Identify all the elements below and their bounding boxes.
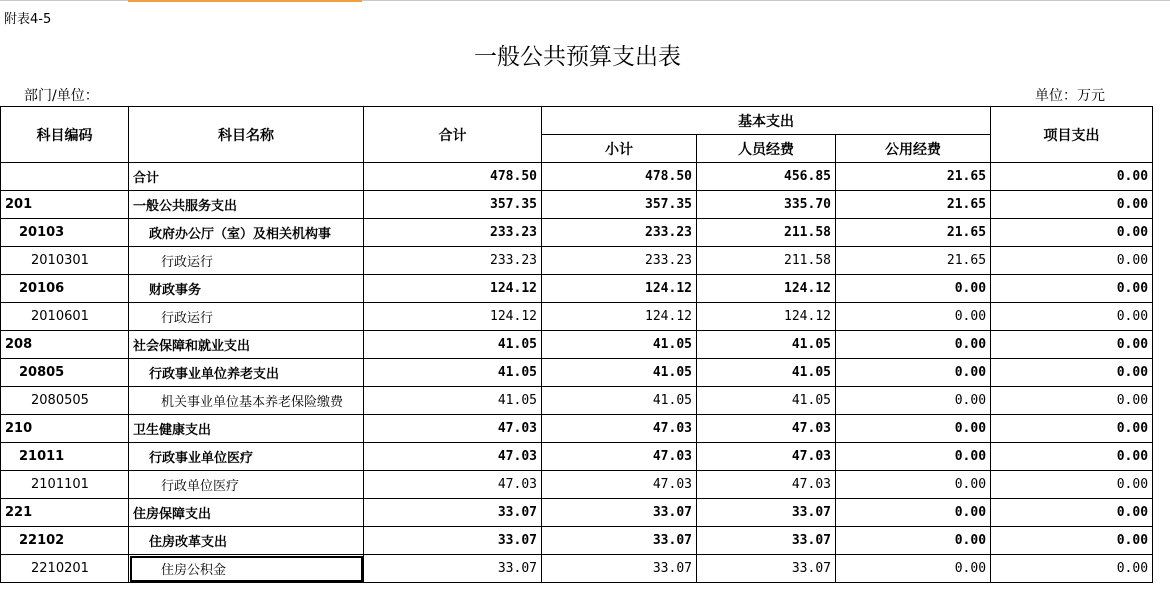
table-body [1, 163, 1153, 583]
cell-project[interactable]: 0.00 [991, 415, 1153, 443]
cell-code[interactable]: 20106 [1, 275, 129, 303]
cell-public[interactable]: 0.00 [836, 303, 991, 331]
cell-subtotal[interactable]: 47.03 [542, 443, 697, 471]
cell-total[interactable]: 357.35 [364, 191, 542, 219]
cell-name[interactable]: 住房保障支出 [129, 499, 364, 527]
cell-name[interactable]: 住房改革支出 [129, 527, 364, 555]
table-row[interactable] [1, 303, 1153, 331]
cell-name[interactable]: 财政事务 [129, 275, 364, 303]
cell-subtotal[interactable]: 233.23 [542, 219, 697, 247]
cell-public[interactable]: 21.65 [836, 163, 991, 191]
cell-subtotal[interactable]: 47.03 [542, 471, 697, 499]
cell-project[interactable]: 0.00 [991, 443, 1153, 471]
unit-label: 单位：万元 [1035, 88, 1105, 104]
cell-code[interactable]: 221 [1, 499, 129, 527]
cell-total[interactable]: 41.05 [364, 387, 542, 415]
cell-project[interactable]: 0.00 [991, 499, 1153, 527]
table-row[interactable] [1, 471, 1153, 499]
cell-public[interactable]: 0.00 [836, 415, 991, 443]
table-row[interactable] [1, 163, 1153, 191]
header-project: 项目支出 [991, 107, 1153, 163]
cell-public[interactable]: 0.00 [836, 527, 991, 555]
cell-subtotal[interactable]: 33.07 [542, 499, 697, 527]
table-row[interactable] [1, 275, 1153, 303]
cell-total[interactable]: 47.03 [364, 415, 542, 443]
header-subtotal: 小计 [542, 135, 697, 163]
table-row[interactable] [1, 527, 1153, 555]
cell-public[interactable]: 0.00 [836, 275, 991, 303]
cell-name[interactable]: 一般公共服务支出 [129, 191, 364, 219]
cell-total[interactable]: 478.50 [364, 163, 542, 191]
table-row[interactable] [1, 555, 1153, 583]
cell-personnel[interactable]: 47.03 [697, 415, 836, 443]
cell-name[interactable]: 行政单位医疗 [129, 471, 364, 499]
cell-code[interactable]: 208 [1, 331, 129, 359]
header-code: 科目编码 [1, 107, 129, 163]
cell-code[interactable]: 2101101 [1, 471, 129, 499]
cell-personnel[interactable]: 41.05 [697, 387, 836, 415]
cell-project[interactable]: 0.00 [991, 247, 1153, 275]
cell-project[interactable]: 0.00 [991, 219, 1153, 247]
cell-project[interactable]: 0.00 [991, 331, 1153, 359]
cell-total[interactable]: 233.23 [364, 219, 542, 247]
page-title: 一般公共预算支出表 [474, 44, 681, 70]
table-row[interactable] [1, 191, 1153, 219]
cell-total[interactable]: 41.05 [364, 359, 542, 387]
cell-subtotal[interactable]: 233.23 [542, 247, 697, 275]
table-row[interactable] [1, 443, 1153, 471]
cell-code[interactable]: 20103 [1, 219, 129, 247]
expenditure-table [0, 106, 1153, 583]
cell-personnel[interactable]: 33.07 [697, 527, 836, 555]
cell-project[interactable]: 0.00 [991, 303, 1153, 331]
cell-personnel[interactable]: 456.85 [697, 163, 836, 191]
cell-project[interactable]: 0.00 [991, 471, 1153, 499]
cell-total[interactable]: 124.12 [364, 303, 542, 331]
cell-public[interactable]: 0.00 [836, 471, 991, 499]
cell-code[interactable]: 2010301 [1, 247, 129, 275]
cell-subtotal[interactable]: 478.50 [542, 163, 697, 191]
table-row[interactable] [1, 247, 1153, 275]
cell-personnel[interactable]: 41.05 [697, 331, 836, 359]
cell-code[interactable]: 201 [1, 191, 129, 219]
cell-project[interactable]: 0.00 [991, 359, 1153, 387]
cell-total[interactable]: 33.07 [364, 555, 542, 583]
cell-personnel[interactable]: 124.12 [697, 303, 836, 331]
cell-subtotal[interactable]: 33.07 [542, 527, 697, 555]
cell-public[interactable]: 21.65 [836, 191, 991, 219]
cell-total[interactable]: 233.23 [364, 247, 542, 275]
active-column-indicator [128, 0, 362, 2]
cell-total[interactable]: 47.03 [364, 443, 542, 471]
cell-code[interactable]: 22102 [1, 527, 129, 555]
cell-project[interactable]: 0.00 [991, 163, 1153, 191]
cell-personnel[interactable]: 47.03 [697, 471, 836, 499]
table-row[interactable] [1, 219, 1153, 247]
header-total: 合计 [364, 107, 542, 163]
cell-public[interactable]: 0.00 [836, 331, 991, 359]
cell-name[interactable]: 机关事业单位基本养老保险缴费 [129, 387, 364, 415]
cell-project[interactable]: 0.00 [991, 527, 1153, 555]
header-public: 公用经费 [836, 135, 991, 163]
table-row[interactable] [1, 331, 1153, 359]
header-basic: 基本支出 [542, 107, 991, 135]
table-row[interactable] [1, 499, 1153, 527]
cell-name[interactable]: 合计 [129, 163, 364, 191]
cell-personnel[interactable]: 211.58 [697, 219, 836, 247]
cell-personnel[interactable]: 47.03 [697, 443, 836, 471]
table-number: 附表4-5 [4, 12, 52, 27]
cell-name[interactable]: 社会保障和就业支出 [129, 331, 364, 359]
cell-public[interactable]: 0.00 [836, 443, 991, 471]
cell-code[interactable]: 2210201 [1, 555, 129, 583]
cell-code[interactable]: 20805 [1, 359, 129, 387]
table-row[interactable] [1, 415, 1153, 443]
header-name: 科目名称 [129, 107, 364, 163]
cell-name[interactable]: 卫生健康支出 [129, 415, 364, 443]
cell-subtotal[interactable]: 124.12 [542, 275, 697, 303]
cell-subtotal[interactable]: 41.05 [542, 359, 697, 387]
cell-code[interactable]: 2010601 [1, 303, 129, 331]
cell-total[interactable]: 124.12 [364, 275, 542, 303]
cell-name[interactable]: 行政运行 [129, 247, 364, 275]
cell-subtotal[interactable]: 47.03 [542, 415, 697, 443]
cell-total[interactable]: 47.03 [364, 471, 542, 499]
cell-project[interactable]: 0.00 [991, 275, 1153, 303]
cell-total[interactable]: 41.05 [364, 331, 542, 359]
cell-personnel[interactable]: 211.58 [697, 247, 836, 275]
cell-code[interactable]: 210 [1, 415, 129, 443]
cell-public[interactable]: 21.65 [836, 219, 991, 247]
cell-total[interactable]: 33.07 [364, 527, 542, 555]
cell-code[interactable] [1, 163, 129, 191]
cell-total[interactable]: 33.07 [364, 499, 542, 527]
table-row[interactable] [1, 387, 1153, 415]
cell-subtotal[interactable]: 124.12 [542, 303, 697, 331]
cell-public[interactable]: 0.00 [836, 499, 991, 527]
cell-personnel[interactable]: 33.07 [697, 555, 836, 583]
cell-project[interactable]: 0.00 [991, 191, 1153, 219]
cell-public[interactable]: 21.65 [836, 247, 991, 275]
table-row[interactable] [1, 359, 1153, 387]
cell-project[interactable]: 0.00 [991, 387, 1153, 415]
cell-name[interactable]: 政府办公厅（室）及相关机构事 [129, 219, 364, 247]
cell-public[interactable]: 0.00 [836, 387, 991, 415]
cell-code[interactable]: 2080505 [1, 387, 129, 415]
cell-personnel[interactable]: 41.05 [697, 359, 836, 387]
department-label: 部门/单位： [24, 88, 99, 104]
cell-project[interactable]: 0.00 [991, 555, 1153, 583]
cell-subtotal[interactable]: 41.05 [542, 387, 697, 415]
cell-subtotal[interactable]: 357.35 [542, 191, 697, 219]
cell-public[interactable]: 0.00 [836, 555, 991, 583]
cell-subtotal[interactable]: 33.07 [542, 555, 697, 583]
cell-personnel[interactable]: 33.07 [697, 499, 836, 527]
cell-name[interactable]: 行政事业单位医疗 [129, 443, 364, 471]
cell-code[interactable]: 21011 [1, 443, 129, 471]
cell-public[interactable]: 0.00 [836, 359, 991, 387]
cell-name[interactable]: 行政运行 [129, 303, 364, 331]
header-personnel: 人员经费 [697, 135, 836, 163]
cell-personnel[interactable]: 335.70 [697, 191, 836, 219]
cell-personnel[interactable]: 124.12 [697, 275, 836, 303]
cell-name[interactable]: 住房公积金 [129, 555, 364, 583]
cell-subtotal[interactable]: 41.05 [542, 331, 697, 359]
cell-name[interactable]: 行政事业单位养老支出 [129, 359, 364, 387]
